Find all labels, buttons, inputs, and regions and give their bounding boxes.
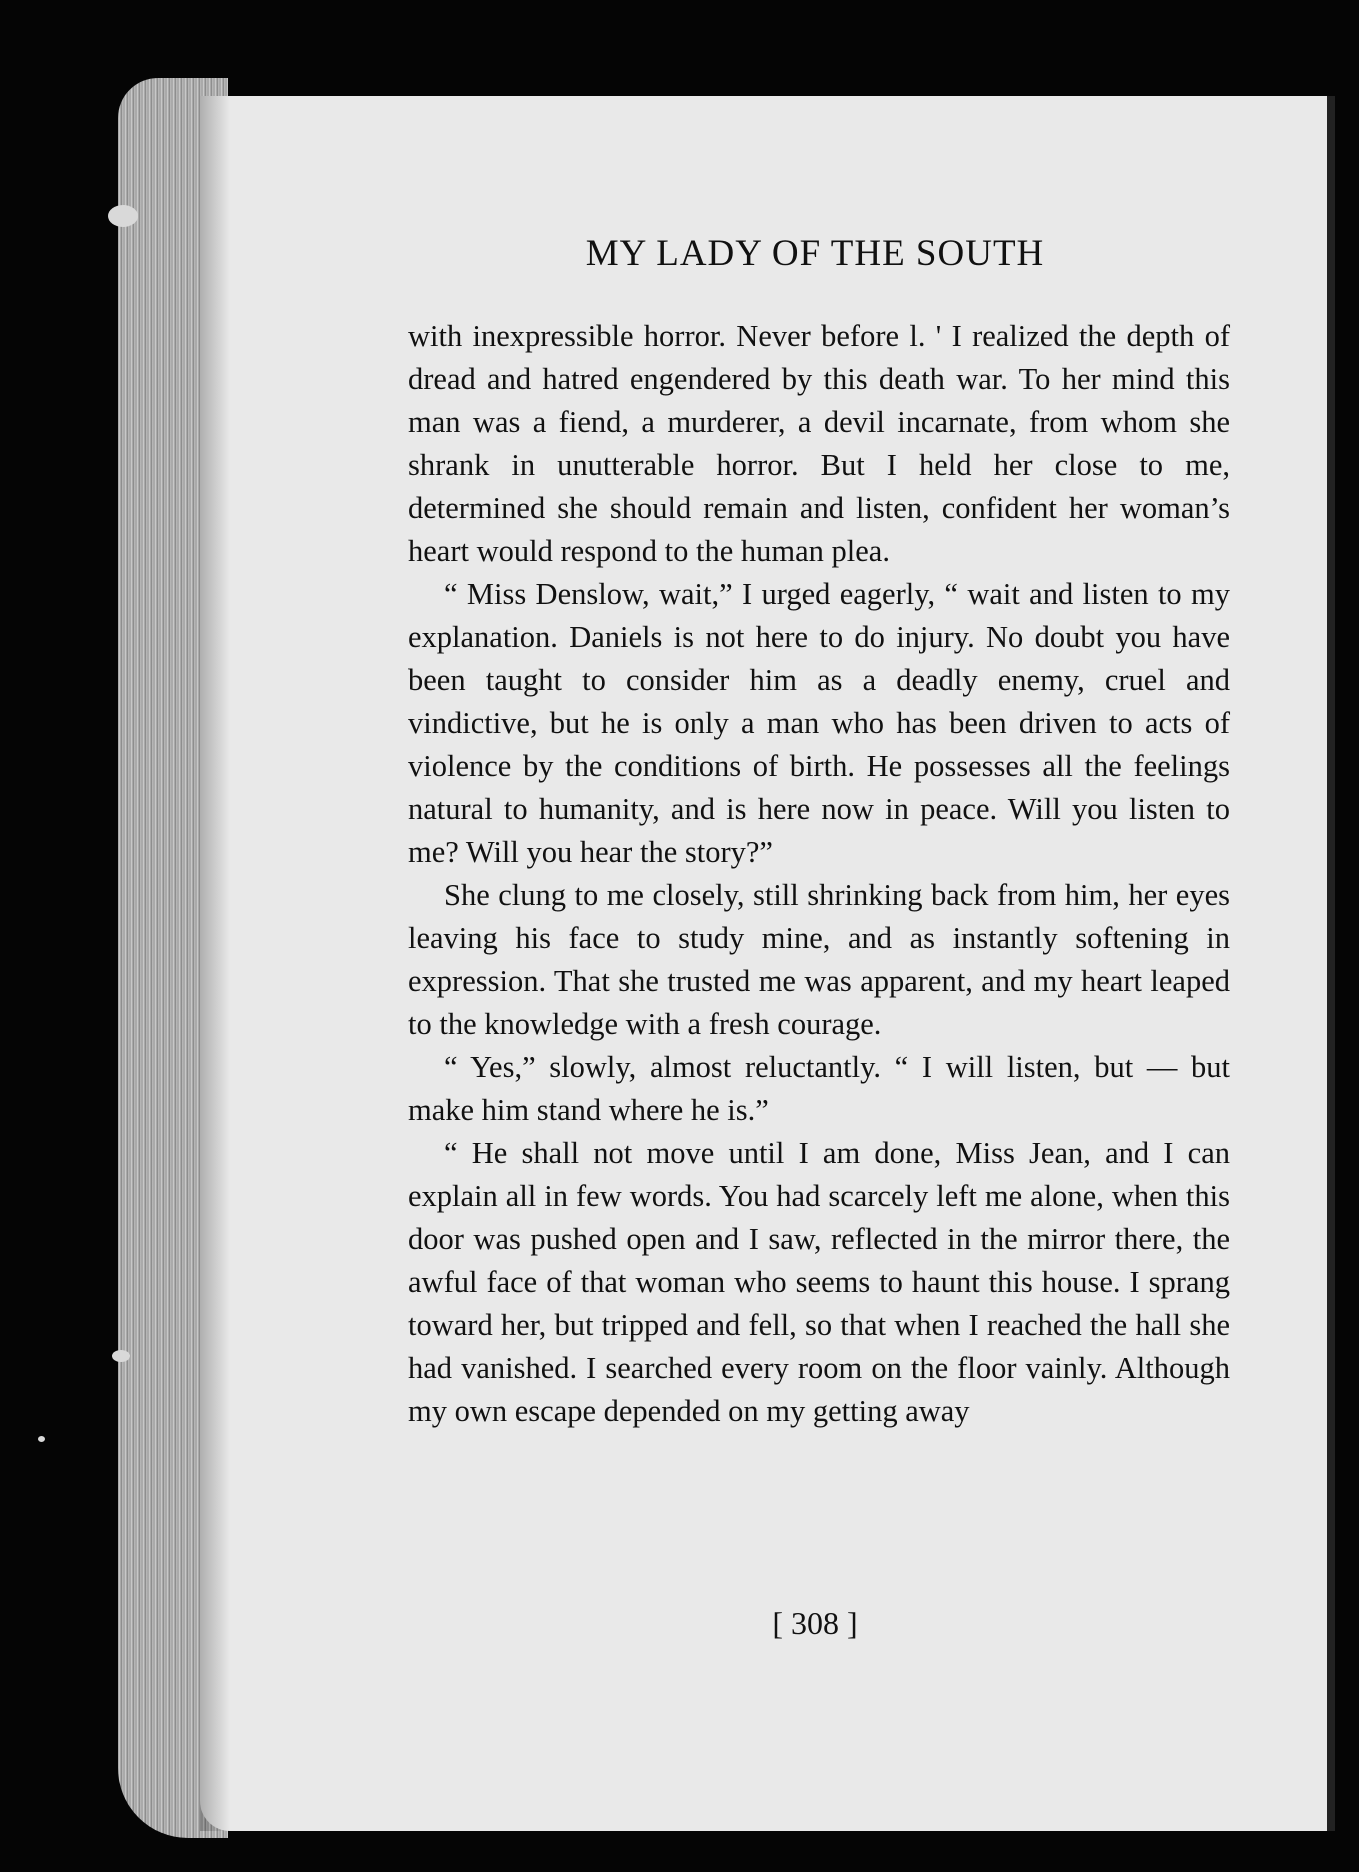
scan-speck [38,1436,45,1442]
paragraph: “ He shall not move until I am done, Miss Jean, and I can explain all in few words. You had scarcely left me alone, when this door was pushed open and I saw, reflected in the mirror there, the awful face of that woman who seems to haunt this house. I sprang toward her, but tripped and fell, so that when I reached the hall she had vanished. I searched every room on the floor vainly. Although my own escape depended on my getting away [408,1136,1230,1428]
scan-speck [112,1350,130,1362]
scan-speck [108,205,138,227]
paragraph: “ Yes,” slowly, almost reluctantly. “ I will listen, but — but make him stand where he is.” [408,1050,1230,1127]
body-text [408,315,1230,1433]
running-head: MY LADY OF THE SOUTH [585,233,1045,274]
paragraph: “ Miss Denslow, wait,” I urged eagerly, “ wait and listen to my explanation. Daniels is not here to do injury. No doubt you have been taught to consider him as a deadly enemy, cruel and vindictive, but he is only a man who has been driven to acts of violence by the conditions of birth. He possesses all the feelings natural to humanity, and is here now in peace. Will you listen to me? Will you hear the story?” [408,577,1230,869]
page-number: [ 308 ] [772,1605,858,1641]
paragraph: She clung to me closely, still shrinking back from him, her eyes leaving his face to study mine, and as instantly softening in expression. That she trusted me was apparent, and my heart leaped to the knowledge with a fresh courage. [408,878,1230,1041]
gutter-shadow [200,96,230,1831]
paragraph: with inexpressible horror. Never before l. ' I realized the depth of dread and hatred engendered by this death war. To her mind this man was a fiend, a murderer, a devil incarnate, from whom she shrank in unutterable horror. But I held her close to me, determined she should remain and listen, confident her woman’s heart would respond to the human plea. [408,319,1230,568]
